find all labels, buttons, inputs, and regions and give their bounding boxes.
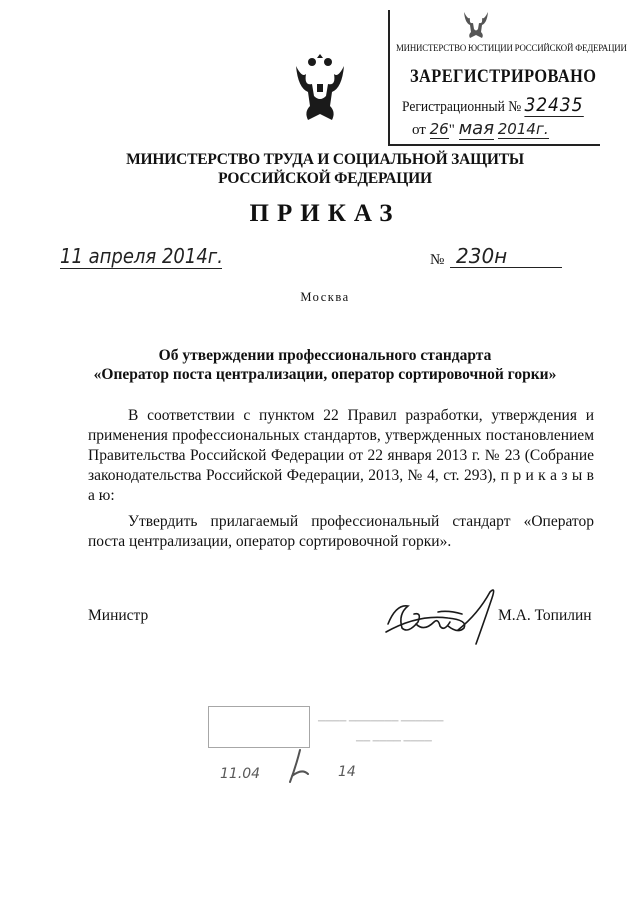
stamp-reg-label: Регистрационный № bbox=[402, 99, 522, 115]
copy-stamp-initial-mark bbox=[278, 746, 338, 786]
copy-stamp-year: 14 bbox=[338, 764, 356, 780]
stamp-date-year: 2014г. bbox=[497, 120, 549, 138]
stamp-ministry-text: МИНИСТЕРСТВО ЮСТИЦИИ РОССИЙСКОЙ ФЕДЕРАЦИИ bbox=[396, 44, 627, 54]
order-number-sign: № bbox=[430, 252, 445, 268]
registration-stamp bbox=[388, 4, 627, 148]
signatory-name: М.А. Топилин bbox=[498, 607, 592, 624]
ministry-name-line2: РОССИЙСКОЙ ФЕДЕРАЦИИ bbox=[218, 170, 432, 187]
signatory-title: Министр bbox=[88, 607, 149, 624]
stamp-date-month: мая bbox=[458, 118, 495, 139]
body-paragraph-1: В соответствии с пунктом 22 Правил разработки, утверждения и применения профессиональных стандартов, утвержденных постановлением Правительства Российской Федерации от 22 января 2013 г. № 23 (Собрание законодательства Российской Федерации, 2013, № 4, ст. 293), п р и к а з ы в а ю: bbox=[88, 407, 594, 504]
ministry-name-line1: МИНИСТЕРСТВО ТРУДА И СОЦИАЛЬНОЙ ЗАЩИТЫ bbox=[126, 151, 524, 168]
order-date bbox=[60, 244, 222, 269]
copy-stamp-box bbox=[208, 706, 310, 748]
stamp-registration-line bbox=[402, 94, 583, 116]
copy-stamp-date: 11.04 bbox=[220, 766, 261, 782]
document-type-title: ПРИКАЗ bbox=[249, 200, 401, 227]
stamp-reg-number: 32435 bbox=[524, 94, 584, 116]
stamp-date-prefix: от bbox=[412, 122, 426, 138]
ministry-name bbox=[80, 150, 570, 188]
stamp-registered-text: ЗАРЕГИСТРИРОВАНО bbox=[410, 66, 597, 87]
handwritten-signature bbox=[378, 584, 508, 646]
stamp-date-line: от 26" мая 2014г. bbox=[412, 118, 549, 139]
order-number: 230н bbox=[450, 244, 562, 268]
city: Москва bbox=[300, 290, 350, 304]
copy-stamp-faint-text-2: ── ──── ──── bbox=[356, 736, 432, 747]
order-subject-line1: Об утверждении профессионального стандарта bbox=[158, 347, 492, 364]
copy-stamp bbox=[208, 706, 444, 792]
order-date-text: 11 апреля 2014г. bbox=[60, 244, 223, 268]
stamp-date-day: 26 bbox=[429, 120, 449, 138]
copy-stamp-faint-text: ──── ─────── ────── bbox=[318, 716, 444, 727]
body-paragraph-2: Утвердить прилагаемый профессиональный стандарт «Оператор поста централизации, оператор сортировочной горки». bbox=[88, 513, 594, 550]
order-subject bbox=[80, 346, 570, 384]
order-subject-line2: «Оператор поста централизации, оператор сортировочной горки» bbox=[93, 366, 557, 383]
stamp-emblem-icon bbox=[462, 4, 490, 40]
coat-of-arms-emblem bbox=[292, 48, 348, 128]
